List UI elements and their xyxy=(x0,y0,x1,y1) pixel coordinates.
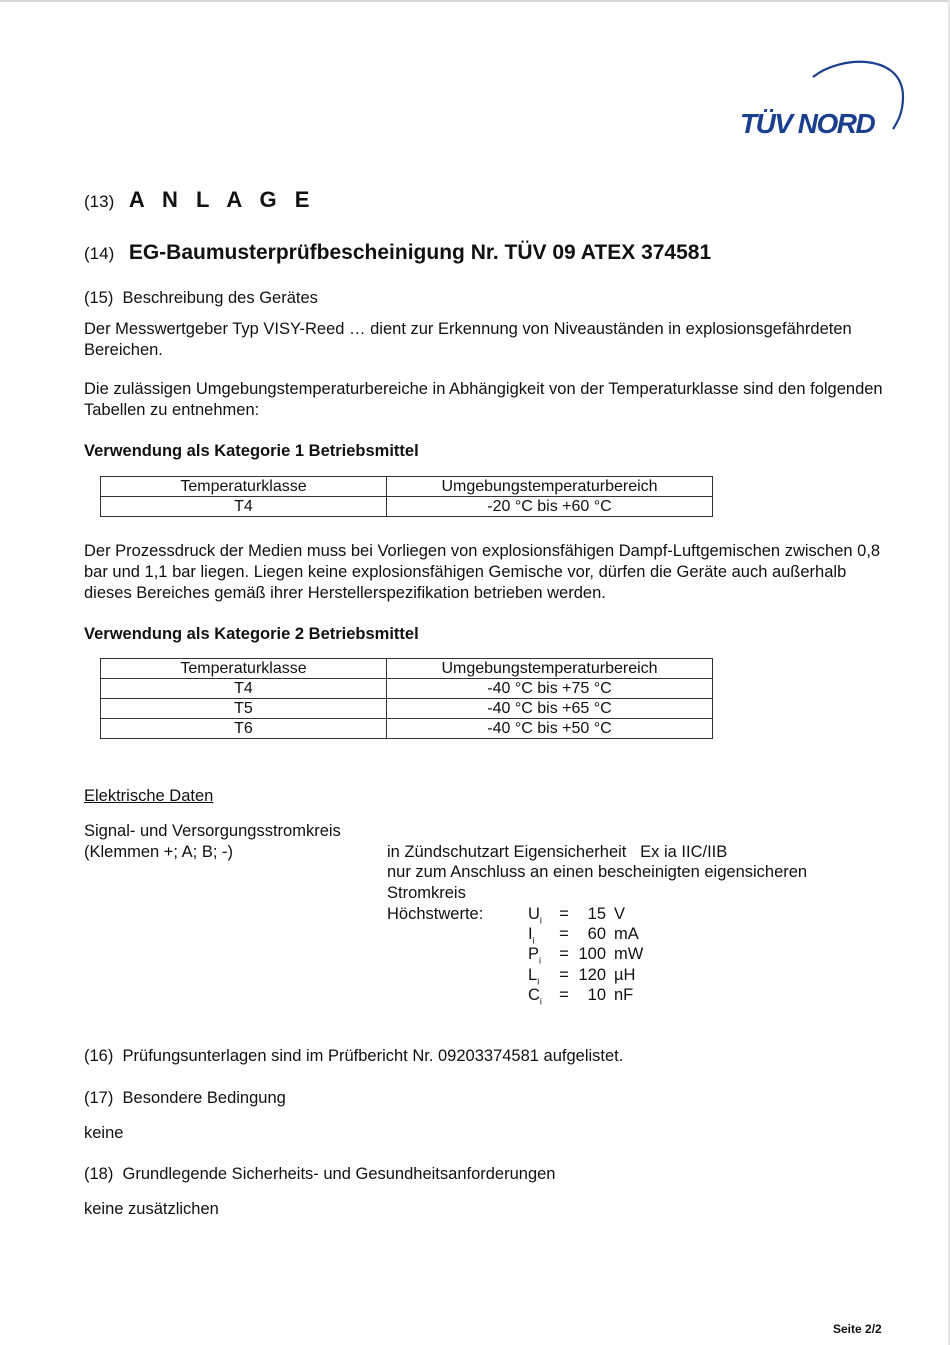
section-18-number: (18) xyxy=(84,1165,114,1183)
section-14-number: (14) xyxy=(84,244,115,263)
table-cell: T4 xyxy=(101,679,387,699)
section-17-title: Besondere Bedingung xyxy=(122,1089,286,1107)
logo: TÜV NORD xyxy=(740,108,875,139)
value-unit: V xyxy=(614,905,626,923)
table-row xyxy=(101,699,713,719)
circuit-terminals: (Klemmen +; A; B; -) xyxy=(84,843,233,861)
section-15-heading xyxy=(84,289,318,308)
section-17-heading xyxy=(84,1089,286,1108)
table-cell: -20 °C bis +60 °C xyxy=(387,497,713,517)
table-header-row xyxy=(101,659,713,679)
value-symbol: $L_i$ xyxy=(528,966,540,987)
section-16-number: (16) xyxy=(84,1047,114,1065)
table-cell: T5 xyxy=(101,699,387,719)
table-header: Temperaturklasse xyxy=(101,477,387,497)
table-cell: -40 °C bis +50 °C xyxy=(387,719,713,739)
table-header: Temperaturklasse xyxy=(101,659,387,679)
table-header-row xyxy=(101,477,713,497)
cat2-heading: Verwendung als Kategorie 2 Betriebsmittel xyxy=(84,625,419,643)
device-description: Der Messwertgeber Typ VISY-Reed … dient zur Erkennung von Niveauständen in explosionsgefährdeten Bereichen. xyxy=(84,320,852,359)
value-unit: mW xyxy=(614,945,644,963)
table-row xyxy=(101,497,713,517)
value-number: 120 xyxy=(578,966,606,984)
connection-note-cont: Stromkreis xyxy=(387,884,466,902)
table-cell: T6 xyxy=(101,719,387,739)
cat2-table xyxy=(100,658,713,739)
cat1-table xyxy=(100,476,713,517)
max-value-row: $L_i = 120$ µH xyxy=(528,966,636,987)
section-15-number: (15) xyxy=(84,289,114,307)
connection-note: nur zum Anschluss an einen bescheinigten eigensicheren xyxy=(387,863,808,881)
table-header: Umgebungstemperaturbereich xyxy=(387,659,713,679)
section-18-title: Grundlegende Sicherheits- und Gesundheitsanforderungen xyxy=(122,1165,556,1183)
temperature-intro: Die zulässigen Umgebungstemperaturbereiche in Abhängigkeit von der Temperaturklasse sind den folgenden Tabellen zu entnehmen: xyxy=(84,380,883,419)
page-number: Seite 2/2 xyxy=(833,1322,882,1336)
page-top-edge xyxy=(0,0,950,2)
section-14-heading xyxy=(84,241,711,265)
value-symbol: $I_i$ xyxy=(528,925,535,946)
test-report-text: Prüfungsunterlagen sind im Prüfbericht Nr. 09203374581 aufgelistet. xyxy=(122,1047,624,1065)
table-row xyxy=(101,679,713,699)
circuit-name: Signal- und Versorgungsstromkreis xyxy=(84,822,341,840)
value-symbol: $U_i$ xyxy=(528,905,542,926)
section-13-title: A N L A G E xyxy=(128,187,316,212)
max-value-row: $P_i = 100$ mW xyxy=(528,945,644,966)
value-number: 15 xyxy=(587,905,606,923)
electrical-heading: Elektrische Daten xyxy=(84,787,214,805)
pressure-text: Der Prozessdruck der Medien muss bei Vorliegen von explosionsfähigen Dampf-Luftgemischen zwischen 0,8 bar und 1,1 bar liegen. Liegen keine explosionsfähigen Gemische vor, dürfen die Geräte auch außerhalb dieses Bereiches gemäß ihrer Herstellerspezifikation betrieben werden. xyxy=(84,542,881,602)
section-17-number: (17) xyxy=(84,1089,114,1107)
max-value-row: $C_i = 10$ nF xyxy=(528,986,634,1007)
value-number: 100 xyxy=(578,945,606,963)
value-unit: µH xyxy=(614,966,636,984)
cat1-heading: Verwendung als Kategorie 1 Betriebsmittel xyxy=(84,442,419,460)
table-cell: T4 xyxy=(101,497,387,517)
table-cell: -40 °C bis +65 °C xyxy=(387,699,713,719)
section-15-title: Beschreibung des Gerätes xyxy=(122,289,318,307)
value-unit: nF xyxy=(614,986,634,1004)
table-row xyxy=(101,719,713,739)
value-symbol: $P_i$ xyxy=(528,945,542,966)
max-values-label: Höchstwerte: xyxy=(387,905,484,923)
value-number: 60 xyxy=(587,925,606,943)
protection-type: in Zündschutzart Eigensicherheit Ex ia IIC/IIB xyxy=(387,843,728,861)
section-13-number: (13) xyxy=(84,192,115,211)
section-18-heading xyxy=(84,1165,555,1184)
max-value-row: $I_i = 60$ mA xyxy=(528,925,639,946)
section-18-body: keine zusätzlichen xyxy=(84,1200,219,1218)
section-16 xyxy=(84,1047,623,1066)
table-header: Umgebungstemperaturbereich xyxy=(387,477,713,497)
max-value-row: $U_i = 15$ V xyxy=(528,905,626,926)
value-unit: mA xyxy=(614,925,639,943)
section-17-body: keine xyxy=(84,1124,124,1142)
section-13-heading xyxy=(84,187,315,213)
value-number: 10 xyxy=(587,986,606,1004)
certificate-title: EG-Baumusterprüfbescheinigung Nr. TÜV 09 ATEX 374581 xyxy=(128,241,712,264)
table-cell: -40 °C bis +75 °C xyxy=(387,679,713,699)
value-symbol: $C_i$ xyxy=(528,986,542,1007)
